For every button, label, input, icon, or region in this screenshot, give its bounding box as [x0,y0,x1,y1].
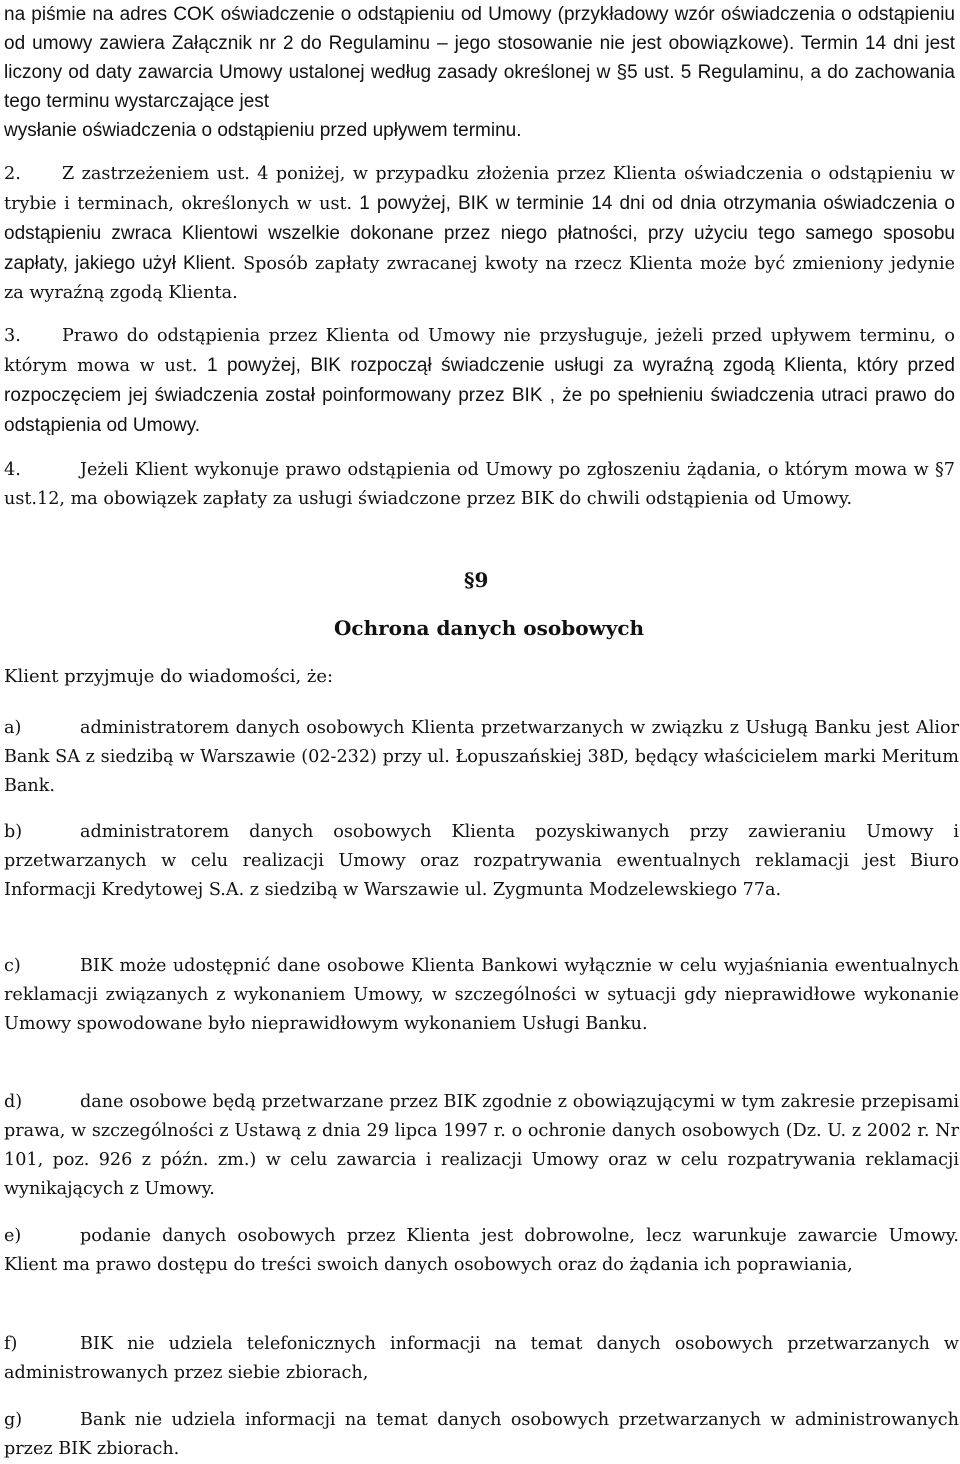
list-item-text: podanie danych osobowych przez Klienta jest dobrowolne, lecz warunkuje zawarcie Umowy. Klient ma prawo dostępu do treści swoich danych osobowych oraz do żądania ich poprawiania, [4,1226,959,1275]
paragraph-2-text-a: Z zastrzeżeniem ust. 4 poniżej, w przypadku złożenia przez Klienta oświadczenia o odstąpieniu w trybie i terminach, określonych w ust. [4,164,955,214]
paragraph-1-text-a: na piśmie na adres COK oświadczenie o odstąpieniu od Umowy (przykładowy wzór oświadczenia o odstąpieniu od umowy zawiera Załącznik nr 2 do Regulaminu – jego stosowanie nie jest obowiązkowe). Termin 14 dni jest liczony od daty zawarcia Umowy ustalonej według zasady określonej w §5 ust. 5 Regulaminu, a do zachowania tego terminu wystarczające jest [4,4,955,112]
list-item-text: Bank nie udziela informacji na temat danych osobowych przetwarzanych w administrowanych przez BIK zbiorach. [4,1410,959,1459]
list-item-g [4,1406,959,1464]
paragraph-4-text: Jeżeli Klient wykonuje prawo odstąpienia od Umowy po zgłoszeniu żądania, o którym mowa w §7 ust.12, ma obowiązek zapłaty za usługi świadczone przez BIK do chwili odstąpienia od Umowy. [4,460,955,509]
list-item-f [4,1330,959,1388]
list-item-e [4,1222,959,1280]
list-item-label: g) [4,1410,23,1430]
paragraph-3-text-a: Prawo do odstąpienia przez Klienta od Umowy nie przysługuje, jeżeli przed upływem terminu, o którym mowa w ust. [4,326,955,376]
paragraph-2-text-c: Sposób zapłaty zwracanej kwoty na rzecz Klienta może być zmieniony jedynie za wyraźną zgodą Klienta. [4,254,955,303]
list-item-c [4,952,959,1039]
list-item-label: f) [4,1334,18,1354]
list-item-label: a) [4,718,22,738]
list-item-text: administratorem danych osobowych Klienta pozyskiwanych przy zawieraniu Umowy i przetwarzanych w celu realizacji Umowy oraz rozpatrywania ewentualnych reklamacji jest Biuro Informacji Kredytowej S.A. z siedzibą w Warszawie ul. Zygmunta Modzelewskiego 77a. [4,822,959,900]
section-number: §9 [464,568,489,592]
list-item-text: administratorem danych osobowych Klienta przetwarzanych w związku z Usługą Banku jest Alior Bank SA z siedzibą w Warszawie (02-232) przy ul. Łopuszańskiej 38D, będący właścicielem marki Meritum Bank. [4,718,959,796]
paragraph-1-text-b: wysłanie oświadczenia o odstąpieniu przed upływem terminu. [4,120,522,141]
paragraph-2 [4,160,955,308]
paragraph-3-number: 3. [4,326,21,346]
section-title: Ochrona danych osobowych [334,616,645,640]
list-item-text: BIK może udostępnić dane osobowe Klienta Bankowi wyłącznie w celu wyjaśniania ewentualnych reklamacji związanych z wykonaniem Umowy, w szczególności w sytuacji gdy nieprawidłowe wykonanie Umowy spowodowane było nieprawidłowym wykonaniem Usługi Banku. [4,956,959,1034]
list-item-text: BIK nie udziela telefonicznych informacji na temat danych osobowych przetwarzanych w administrowanych przez siebie zbiorach, [4,1334,959,1383]
paragraph-4-number: 4. [4,460,21,480]
list-item-a [4,714,959,801]
lead-text: Klient przyjmuje do wiadomości, że: [4,666,334,687]
paragraph-3-text-b: 1 powyżej, BIK rozpoczął świadczenie usługi za wyraźną zgodą Klienta, który przed rozpoczęciem jej świadczenia został poinformowany przez BIK , że po spełnieniu świadczenia utraci prawo do odstąpienia od Umowy. [4,355,955,436]
paragraph-2-number: 2. [4,164,21,184]
list-item-label: b) [4,822,23,842]
paragraph-1 [4,0,955,145]
list-item-label: e) [4,1226,22,1246]
list-item-b [4,818,959,905]
paragraph-2-text-b: 1 powyżej, BIK w terminie 14 dni od dnia otrzymania oświadczenia o odstąpieniu zwraca Klientowi wszelkie dokonane przez niego płatności, przy użyciu tego samego sposobu zapłaty, jakiego użył Klient. [4,193,955,274]
list-item-label: d) [4,1092,23,1112]
list-item-label: c) [4,956,21,976]
paragraph-4 [4,456,955,514]
paragraph-3 [4,322,955,441]
list-item-d [4,1088,959,1204]
list-item-text: dane osobowe będą przetwarzane przez BIK zgodnie z obowiązującymi w tym zakresie przepisami prawa, w szczególności z Ustawą z dnia 29 lipca 1997 r. o ochronie danych osobowych (Dz. U. z 2002 r. Nr 101, poz. 926 z późn. zm.) w celu zawarcia i realizacji Umowy oraz w celu rozpatrywania reklamacji wynikających z Umowy. [4,1092,959,1199]
